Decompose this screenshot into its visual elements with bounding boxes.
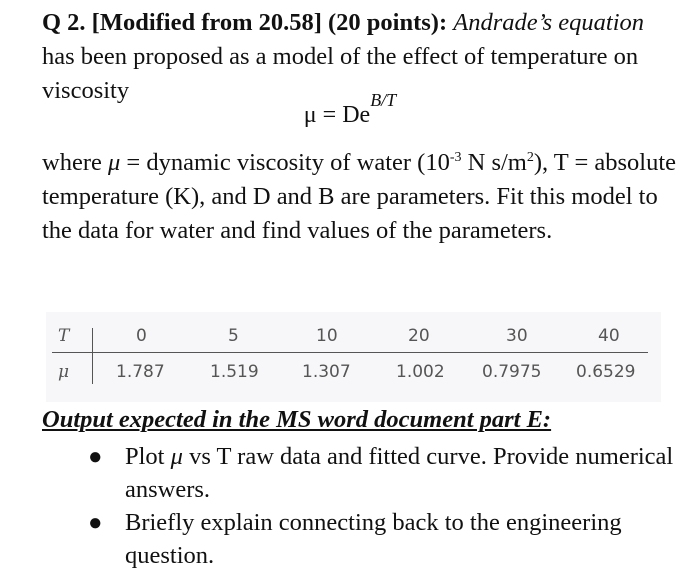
question-intro (42, 6, 682, 108)
where-mid: = dynamic viscosity of water (10 (120, 149, 450, 176)
formula-exponent: B/T (370, 90, 397, 110)
where-unit: N s/m (461, 149, 527, 176)
table-cell-mu: 1.002 (396, 362, 445, 382)
table-header-divider (52, 352, 648, 353)
where-paragraph (42, 146, 682, 248)
table-column-divider (92, 328, 93, 384)
mu-symbol: μ (107, 149, 121, 176)
row-label-T: T (58, 326, 70, 346)
bullet-item: Briefly explain connecting back to the engineering question. (125, 509, 622, 569)
table-cell-T: 5 (228, 326, 239, 346)
where-word: where (42, 149, 108, 176)
table-cell-T: 10 (316, 326, 338, 346)
table-cell-mu: 1.519 (210, 362, 259, 382)
table-cell-mu: 1.787 (116, 362, 165, 382)
formula-base: μ = De (303, 102, 371, 128)
where-rest: ), T = absolute temperature (K), and D and B are parameters. Fit this model to the data for water and find values of the parameters. (42, 149, 677, 244)
intro-rest: has been proposed as a model of the effect of temperature on viscosity (42, 43, 639, 104)
square-exponent: 2 (526, 149, 534, 165)
andrade-formula (0, 90, 700, 129)
bullet-dot: ● (88, 510, 103, 536)
table-cell-mu: 0.6529 (576, 362, 636, 382)
table-cell-T: 30 (506, 326, 528, 346)
table-cell-mu: 1.307 (302, 362, 351, 382)
table-cell-T: 20 (408, 326, 430, 346)
row-label-mu: μ (58, 362, 70, 382)
table-cell-mu: 0.7975 (482, 362, 542, 382)
mu-symbol: μ (170, 443, 183, 470)
table-cell-T: 40 (598, 326, 620, 346)
section-e-heading: Output expected in the MS word document part E: (42, 406, 552, 433)
bullet-text-post: vs T raw data and fitted curve. Provide numerical answers. (125, 443, 674, 503)
equation-name: Andrade’s equation (453, 9, 645, 36)
power-exponent: -3 (449, 149, 462, 165)
bullet-dot: ● (88, 444, 103, 470)
question-prefix: Q 2. [Modified from 20.58] (20 points): (42, 9, 454, 36)
table-cell-T: 0 (136, 326, 147, 346)
bullet-item (125, 440, 685, 506)
bullet-text-pre: Plot (125, 443, 171, 470)
